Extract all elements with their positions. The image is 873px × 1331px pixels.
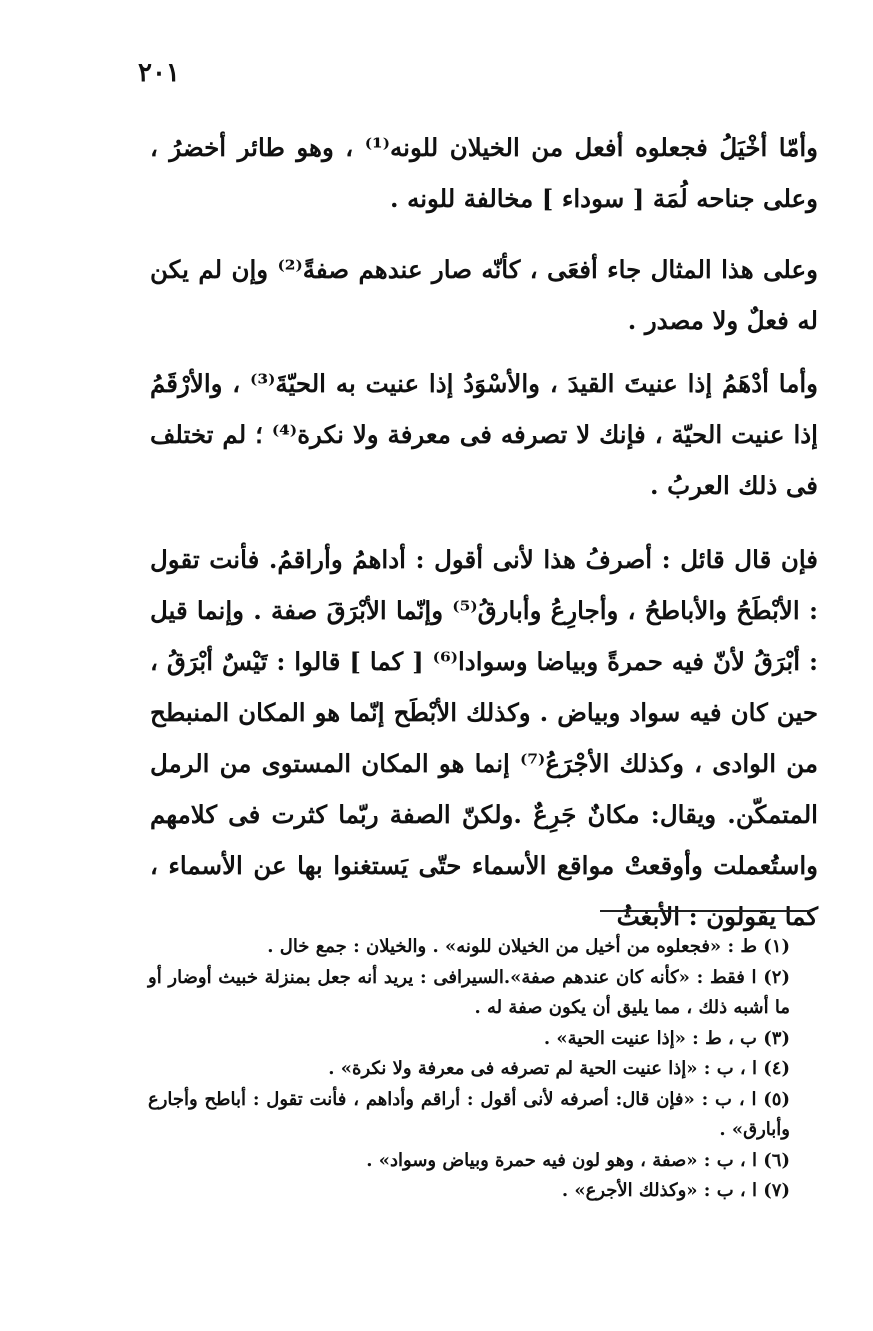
- footnote: (٥) ا ، ب : «فإن قال: أصرفه لأنى أقول : أراقم وأداهم ، فأنت تقول : أباطح وأجارع وأبارق» .: [148, 1088, 790, 1140]
- footnote: (٢) ا فقط : «كأنه كان عندهم صفة».السيرافى : يريد أنه جعل بمنزلة خبيث أوضار أو ما أشبه ذلك ، مما يليق أن يكون صفة له .: [148, 966, 790, 1018]
- paragraph: فإن قال قائل : أصرفُ هذا لأنى أقول : أداهمُ وأراقمُ. فأنت تقول : الأبْطَحُ والأباطحُ ، وأجارِعُ وأبارقُ⁽⁵⁾ وإنّما الأبْرَقَ صفة . وإنما قيل : أبْرَقُ لأنّ فيه حمرةً وبياضا وسوادا⁽⁶⁾ [ كما ] قالوا : تَيْسٌ أبْرَقُ ، حين كان فيه سواد وبياض . وكذلك الأبْطَح إنّما هو المكان المنبطح من الوادى ، وكذلك الأجْرَعُ⁽⁷⁾ إنما هو المكان المستوى من الرمل المتمكّن. ويقال: مكانٌ جَرِعٌ .ولكنّ الصفة ربّما كثرت فى كلامهم واستُعملت وأوقعتْ مواقع الأسماء حتّى يَستغنوا بها عن الأسماء ، كما يقولون : الأبغثُ: [150, 545, 819, 931]
- paragraph-2-block: [150, 244, 818, 346]
- footnote: (١) ط : «فجعلوه من أخيل من الخيلان للونه» . والخيلان : جمع خال .: [267, 936, 790, 957]
- paragraph-4-block: [150, 534, 818, 942]
- footnote: (٦) ا ، ب : «صفة ، وهو لون فيه حمرة وبياض وسواد» .: [366, 1149, 790, 1171]
- paragraph: وعلى هذا المثال جاء أفعَى ، كأنّه صار عندهم صفةً⁽²⁾ وإن لم يكن له فعلٌ ولا مصدر .: [150, 255, 818, 335]
- paragraph-1-block: [150, 122, 818, 224]
- footnote: (٤) ا ، ب : «إذا عنيت الحية لم تصرفه فى معرفة ولا نكرة» .: [328, 1058, 790, 1079]
- paragraph: وأما أدْهَمُ إذا عنيتَ القيدَ ، والأسْوَدُ إذا عنيت به الحيّةَ⁽³⁾ ، والأرْقَمُ إذا عنيت الحيّة ، فإنك لا تصرفه فى معرفة ولا نكرة⁽⁴⁾ ؛ لم تختلف فى ذلك العربُ .: [150, 369, 818, 500]
- paragraph: وأمّا أخْيَلُ فجعلوه أفعل من الخيلان للونه⁽¹⁾ ، وهو طائر أخضرُ ، وعلى جناحه لُمَة [ سوداء ] مخالفة للونه .: [150, 133, 818, 213]
- paragraph-3-block: [150, 358, 818, 511]
- footnote: (٧) ا ، ب : «وكذلك الأجرع» .: [561, 1180, 790, 1201]
- footnote: (٣) ب ، ط : «إذا عنيت الحية» .: [543, 1027, 790, 1049]
- page-number: ٢٠١: [138, 58, 180, 88]
- footnote-separator-rule: [600, 910, 812, 912]
- footnotes: [148, 932, 820, 1207]
